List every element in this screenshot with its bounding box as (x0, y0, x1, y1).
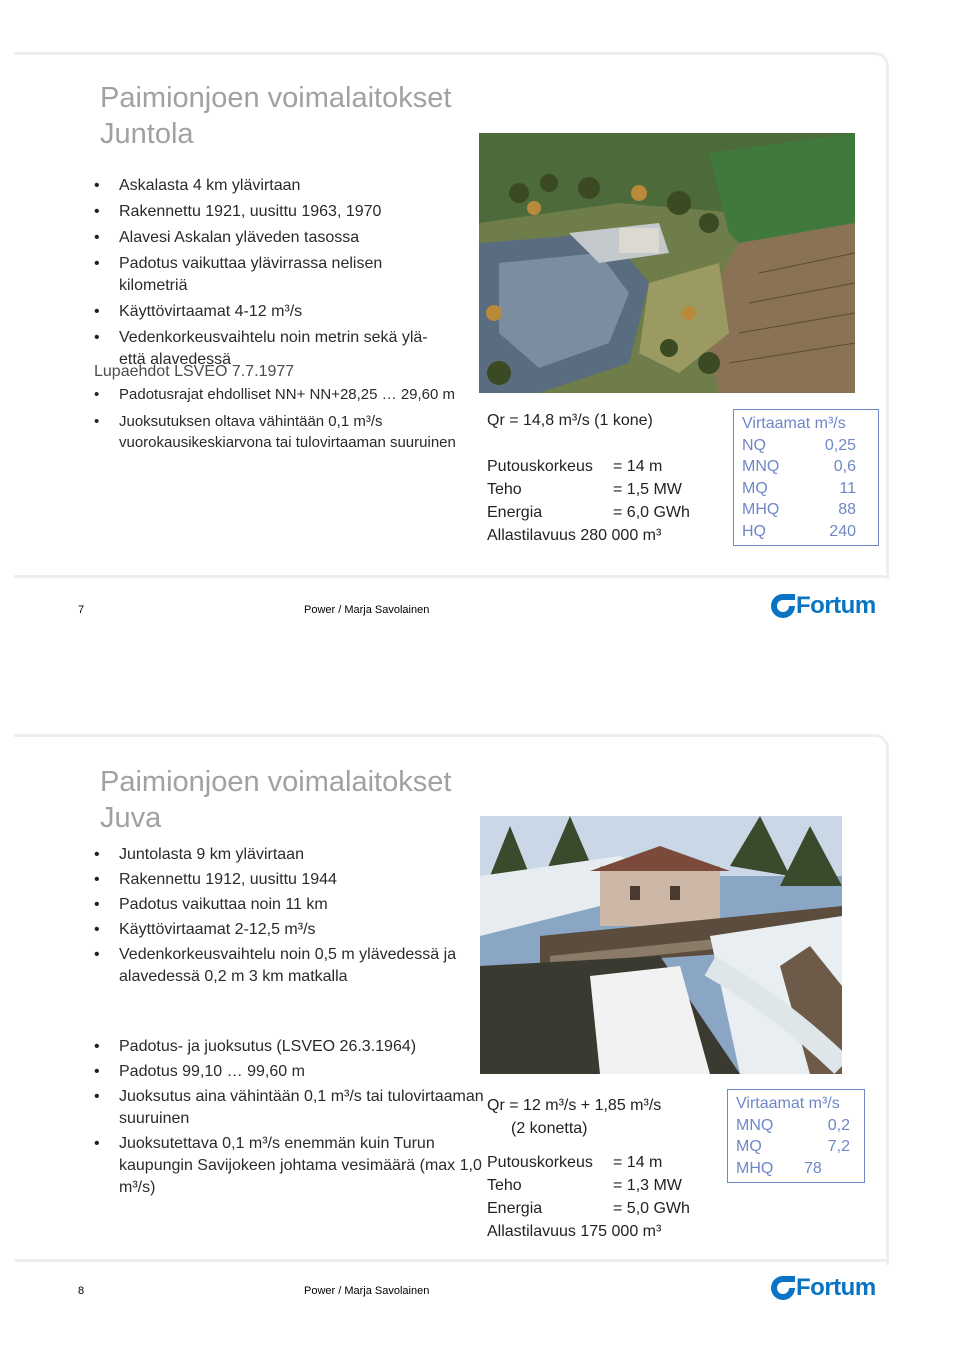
storage-volume: Allastilavuus 175 000 m³ (487, 1223, 662, 1240)
title-line-2: Juntola (100, 118, 194, 150)
footer-text: Power / Marja Savolainen (304, 1285, 430, 1297)
footer-text: Power / Marja Savolainen (304, 604, 430, 616)
fortum-logo-icon (770, 592, 796, 620)
list-item: • Rakennettu 1912, uusittu 1944 (94, 869, 484, 891)
flow-title: Virtaamat m³/s (742, 415, 846, 432)
flow-key: MQ (736, 1138, 762, 1155)
logo-text: Fortum (796, 592, 876, 619)
flow-value: 7,2 (827, 1138, 850, 1155)
flow-value: 88 (838, 501, 856, 518)
list-item: • Käyttövirtaamat 4-12 m³/s (94, 301, 454, 323)
list-item: • Vedenkorkeusvaihtelu noin 0,5 m ylävedessä ja alavedessä 0,2 m 3 km matkalla (94, 944, 484, 988)
list-item: • Vedenkorkeusvaihtelu noin metrin sekä ylä- että alavedessä (94, 327, 454, 371)
title-line-1: Paimionjoen voimalaitokset (100, 82, 452, 114)
list-item: • Juoksutettava 0,1 m³/s enemmän kuin Turun kaupungin Savijokeen johtama vesimäärä (max 1,0 m³/s) (94, 1133, 484, 1199)
stat-value: = 6,0 GWh (613, 504, 690, 521)
list-item: • Padotusrajat ehdolliset NN+ NN+28,25 … 29,60 m (94, 384, 474, 405)
plant-stats (487, 409, 690, 547)
storage-volume: Allastilavuus 280 000 m³ (487, 527, 662, 544)
stat-row (487, 1197, 690, 1220)
title-line-1: Paimionjoen voimalaitokset (100, 766, 452, 798)
aerial-photo (479, 133, 855, 393)
fortum-logo (770, 592, 876, 620)
slide-title (100, 764, 451, 836)
page-number: 7 (78, 604, 85, 616)
flow-value: 0,2 (827, 1116, 850, 1134)
bullet-list (94, 175, 454, 375)
list-item: • Juoksutus aina vähintään 0,1 m³/s tai tulovirtaaman suuruinen (94, 1086, 484, 1130)
flow-row (736, 1158, 856, 1180)
list-item: • Padotus- ja juoksutus (LSVEO 26.3.1964) (94, 1036, 484, 1058)
list-item: • Padotus vaikuttaa noin 11 km (94, 894, 484, 916)
flow-key: MNQ (742, 458, 780, 475)
slide-juntola (0, 0, 960, 680)
stat-row (487, 1174, 690, 1197)
list-item: • Juoksutuksen oltava vähintään 0,1 m³/s vuorokausikeskiarvona tai tulovirtaaman suuruinen (94, 411, 474, 453)
slide-divider (14, 575, 889, 578)
list-item: • Askalasta 4 km ylävirtaan (94, 175, 454, 197)
flow-box (733, 409, 879, 546)
flow-row (736, 1136, 856, 1158)
stat-value: = 1,5 MW (613, 481, 682, 498)
flow-value: 240 (829, 522, 856, 540)
rated-flow: Qr = 14,8 m³/s (1 kone) (487, 412, 653, 429)
list-item: • Alavesi Askalan yläveden tasossa (94, 227, 454, 249)
stat-row (487, 501, 690, 524)
title-line-2: Juva (100, 802, 162, 834)
slide-divider (14, 1259, 889, 1262)
stat-value: = 14 m (613, 1154, 663, 1171)
flow-row (742, 521, 870, 543)
flow-row (742, 456, 870, 478)
stat-value: = 1,3 MW (613, 1177, 682, 1194)
stat-row (487, 478, 690, 501)
stat-label: Energia (487, 504, 543, 521)
slide-juva (0, 684, 960, 1364)
stat-label: Teho (487, 481, 522, 498)
plant-stats (487, 1094, 690, 1243)
flow-row (742, 435, 870, 457)
stat-label: Teho (487, 1177, 522, 1194)
machine-count: (2 konetta) (511, 1120, 588, 1137)
stat-row (487, 1151, 690, 1174)
stat-value: = 14 m (613, 458, 663, 475)
list-item: • Juntolasta 9 km ylävirtaan (94, 844, 484, 866)
stat-label: Putouskorkeus (487, 458, 593, 475)
flow-title: Virtaamat m³/s (736, 1095, 840, 1112)
flow-value: 0,6 (833, 458, 856, 475)
rated-flow: Qr = 12 m³/s + 1,85 m³/s (487, 1097, 662, 1114)
fortum-logo-icon (770, 1274, 796, 1302)
flow-value: 78 (804, 1159, 822, 1177)
list-item: • Padotus 99,10 … 99,60 m (94, 1061, 484, 1083)
permit-heading: Lupaehdot LSVEO 7.7.1977 (94, 363, 295, 380)
stat-row (487, 455, 690, 478)
list-item: • Padotus vaikuttaa ylävirrassa nelisen kilometriä (94, 253, 454, 297)
flow-row (736, 1115, 856, 1137)
flow-key: HQ (742, 522, 766, 540)
flow-key: MNQ (736, 1116, 774, 1134)
permit-list (94, 384, 474, 459)
flow-key: MQ (742, 479, 768, 497)
flow-value: 0,25 (824, 436, 856, 454)
logo-text: Fortum (796, 1274, 876, 1301)
fortum-logo (770, 1274, 876, 1302)
flow-key: MHQ (742, 501, 780, 518)
list-item: • Käyttövirtaamat 2-12,5 m³/s (94, 919, 484, 941)
flow-row (742, 478, 870, 500)
stat-value: = 5,0 GWh (613, 1200, 690, 1217)
stat-label: Putouskorkeus (487, 1154, 593, 1171)
flow-row (742, 499, 870, 521)
bullet-list (94, 844, 484, 991)
flow-box (727, 1089, 865, 1183)
stat-label: Energia (487, 1200, 543, 1217)
page-number: 8 (78, 1285, 85, 1297)
list-item: • Rakennettu 1921, uusittu 1963, 1970 (94, 201, 454, 223)
flow-key: MHQ (736, 1159, 774, 1177)
flow-value: 11 (839, 479, 856, 497)
permit-list (94, 1036, 484, 1202)
flow-key: NQ (742, 436, 766, 454)
slide-title (100, 80, 451, 152)
plant-photo (480, 816, 842, 1074)
